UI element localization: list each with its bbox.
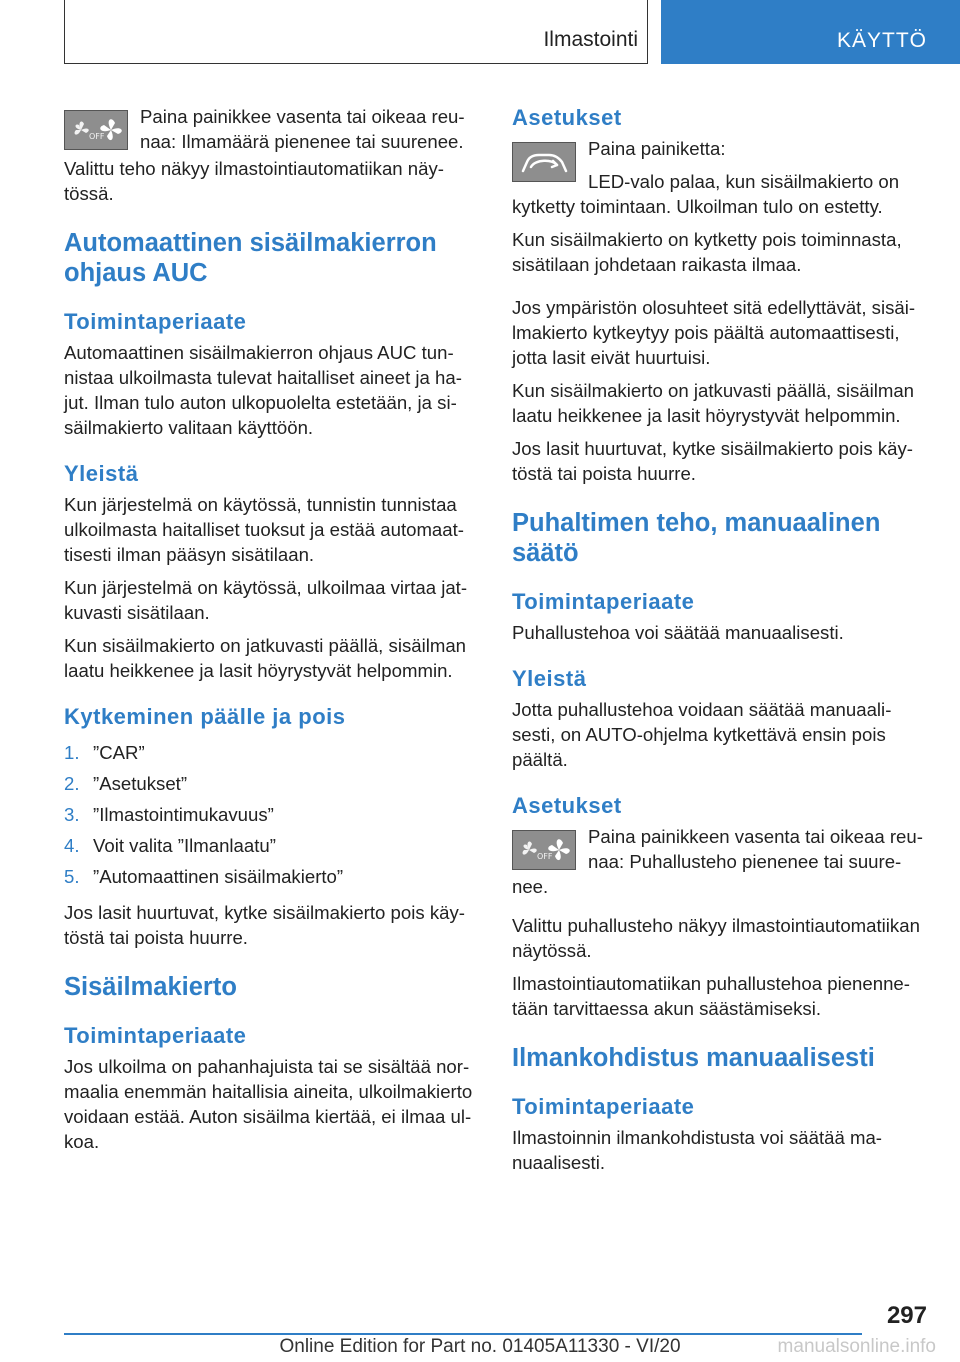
auc-principle-text: Automaattinen sisäilmakierron ohjaus AUC tunnistaa ulkoilmasta tulevat haitalliset aineet ja hajut. Ilman tulo auton ulkopuolelta estetään, ja sisäilmakierto valitaan käyttöön. — [64, 342, 462, 438]
air-distribution-text: Ilmastoinnin ilmankohdistusta voi säätää manuaalisesti. — [512, 1127, 882, 1173]
page-number: 297 — [886, 1302, 927, 1329]
step-number: 5. — [64, 866, 80, 887]
step-text: ”CAR” — [93, 742, 145, 763]
fan-control-text: Paina painikkee vasenta tai oikeaa reunaa: Ilmamäärä pienenee tai suurenee. — [140, 106, 465, 152]
recirculation-button-icon — [512, 142, 576, 182]
edition-text: Online Edition for Part no. 01405A11330 - VI/20 — [279, 1336, 681, 1357]
heading-blower-principle: Toimintaperiaate — [512, 589, 695, 614]
left-column — [64, 104, 478, 1162]
step-number: 4. — [64, 835, 80, 856]
heading-recirculation: Sisäilmakierto — [64, 973, 237, 1001]
svg-text:OFF: OFF — [89, 132, 105, 141]
heading-blower-settings: Asetukset — [512, 793, 622, 818]
heading-air-distribution: Ilmankohdistus manuaalisesti — [512, 1044, 875, 1072]
heading-auc-general: Yleistä — [64, 461, 139, 486]
blower-principle-text: Puhallustehoa voi säätää manuaalisesti. — [512, 622, 844, 643]
step-number: 2. — [64, 773, 80, 794]
fan-off-button-icon — [64, 110, 128, 150]
steps-list — [64, 737, 478, 892]
blower-general-text: Jotta puhallustehoa voidaan säätää manuaalisesti, on AUTO-ohjelma kytkettävä ensin pois päältä. — [512, 699, 892, 770]
heading-blower-general: Yleistä — [512, 666, 587, 691]
recirculation-button-paragraph — [512, 136, 926, 219]
recirculation-continuous-text: Kun sisäilmakierto on jatkuvasti päällä, sisäilman laatu heikkenee ja lasit höyrystyvät helpommin. — [512, 380, 915, 426]
recirculation-env-text: Jos ympäristön olosuhteet sitä edellyttävät, sisäilmakierto kytkeytyy pois päältä automaattisesti, jotta lasit eivät huurtuisi. — [512, 297, 916, 368]
list-item — [64, 799, 478, 830]
right-column — [512, 104, 926, 1183]
press-button-text: Paina painiketta: — [588, 138, 726, 159]
recirculation-principle-text: Jos ulkoilma on pahanhajuista tai se sisältää normaalia enemmän haitallisia aineita, ulkoilmakierto voidaan estää. Auton sisäilma kiertää, ei ilmaa ulkoa. — [64, 1056, 473, 1152]
fan-selected-text: Valittu teho näkyy ilmastointiautomatiikan näytössä. — [64, 158, 444, 204]
blower-shown-text: Valittu puhallusteho näkyy ilmastointiautomatiikan näytössä. — [512, 915, 920, 961]
heading-switch-on-off: Kytkeminen päälle ja pois — [64, 704, 346, 729]
step-number: 1. — [64, 742, 80, 763]
svg-text:OFF: OFF — [537, 852, 553, 861]
heading-recirculation-principle: Toimintaperiaate — [64, 1023, 247, 1048]
header-chapter-label: KÄYTTÖ — [836, 29, 927, 52]
blower-press-text: Paina painikkeen vasenta tai oikeaa reunaa: Puhallusteho pienenee tai suurenee. — [512, 826, 923, 897]
auc-general-text-3: Kun sisäilmakierto on jatkuvasti päällä, sisäilman laatu heikkenee ja lasit höyrystyvät helpommin. — [64, 635, 467, 681]
list-item — [64, 768, 478, 799]
fog-text-left: Jos lasit huurtuvat, kytke sisäilmakierto pois käytöstä tai poista huurre. — [64, 902, 465, 948]
auc-general-text-1: Kun järjestelmä on käytössä, tunnistin tunnistaa ulkoilmasta haitalliset tuoksut ja estää automaattisesti ilman pääsyn sisätilaan. — [64, 494, 464, 565]
header-chapter-tab — [661, 0, 960, 64]
blower-button-paragraph — [512, 824, 926, 899]
step-text: Voit valita ”Ilmanlaatu” — [93, 835, 276, 856]
step-text: ”Automaattinen sisäilmakierto” — [93, 866, 344, 887]
fan-control-paragraph — [64, 104, 478, 156]
blower-auto-text: Ilmastointiautomatiikan puhallustehoa pienennetään tarvittaessa akun säästämiseksi. — [512, 973, 910, 1019]
header-section-title: Ilmastointi — [543, 28, 638, 51]
footer-divider — [64, 1333, 862, 1335]
heading-auc: Automaattinen sisäilmakierron ohjaus AUC — [64, 229, 437, 287]
led-text: LED-valo palaa, kun sisäilmakierto on kytketty toimintaan. Ulkoilman tulo on estetty. — [512, 171, 900, 217]
fog-text-right: Jos lasit huurtuvat, kytke sisäilmakierto pois käytöstä tai poista huurre. — [512, 438, 913, 484]
list-item — [64, 737, 478, 768]
watermark-text: manualsonline.info — [777, 1336, 936, 1357]
recirculation-off-text: Kun sisäilmakierto on kytketty pois toiminnasta, sisätilaan johdetaan raikasta ilmaa. — [512, 229, 902, 275]
step-text: ”Ilmastointimukavuus” — [93, 804, 274, 825]
heading-auc-principle: Toimintaperiaate — [64, 309, 247, 334]
list-item — [64, 861, 478, 892]
heading-recirculation-settings: Asetukset — [512, 105, 622, 130]
fan-off-button-icon — [512, 830, 576, 870]
auc-general-text-2: Kun järjestelmä on käytössä, ulkoilmaa virtaa jatkuvasti sisätilaan. — [64, 577, 468, 623]
heading-air-distribution-principle: Toimintaperiaate — [512, 1094, 695, 1119]
list-item — [64, 830, 478, 861]
step-text: ”Asetukset” — [93, 773, 188, 794]
heading-blower-manual: Puhaltimen teho, manuaalinen säätö — [512, 509, 881, 567]
step-number: 3. — [64, 804, 80, 825]
